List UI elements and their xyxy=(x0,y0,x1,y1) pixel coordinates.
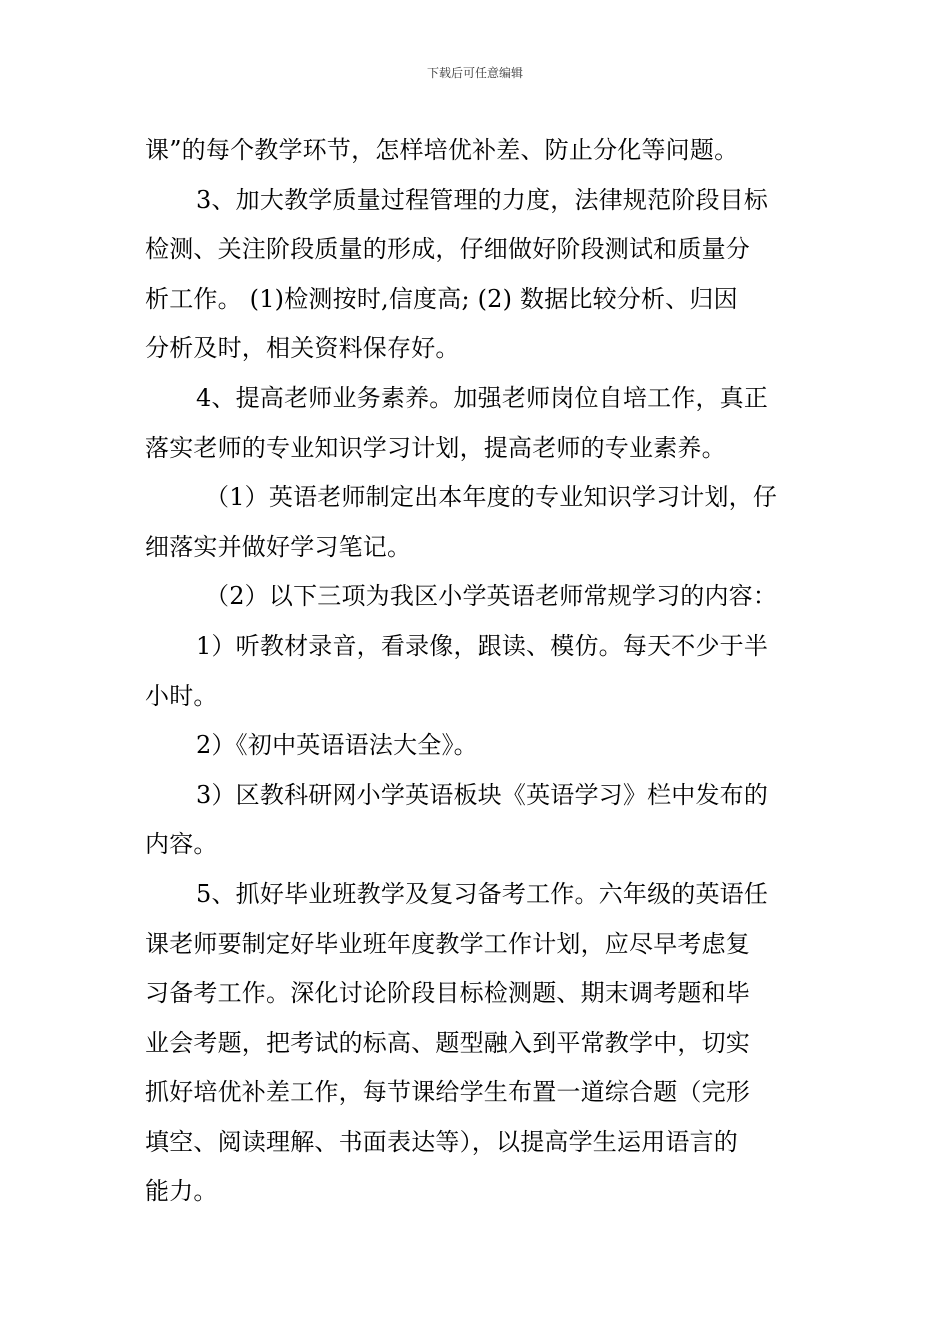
text-line: 抓好培优补差工作，每节课给学生布置一道综合题（完形 xyxy=(145,1078,750,1107)
text-line: 填空、阅读理解、书面表达等），以提高学生运用语言的 xyxy=(145,1127,738,1156)
text-line: 能力。 xyxy=(145,1177,218,1206)
text-line: 5、抓好毕业班教学及复习备考工作。六年级的英语任 xyxy=(196,879,769,908)
text-line: 2）《初中英语语法大全》。 xyxy=(196,731,478,760)
text-line: 检测、关注阶段质量的形成，仔细做好阶段测试和质量分 xyxy=(145,235,750,264)
text-line: （2）以下三项为我区小学英语老师常规学习的内容： xyxy=(205,582,778,611)
text-line: 3、加大教学质量过程管理的力度，法律规范阶段目标 xyxy=(196,185,769,214)
text-line: 分析及时，相关资料保存好。 xyxy=(145,334,460,363)
text-line: 内容。 xyxy=(145,830,218,859)
text-line: 小时。 xyxy=(145,681,218,710)
document-body xyxy=(145,126,810,1217)
text-line: 3）区教科研网小学英语板块《英语学习》栏中发布的 xyxy=(196,780,769,809)
text-line: 业会考题，把考试的标高、题型融入到平常教学中，切实 xyxy=(145,1028,750,1057)
text-line: 细落实并做好学习笔记。 xyxy=(145,532,412,561)
page-header: 下载后可任意编辑 xyxy=(426,66,523,80)
text-line: 析工作。 (1)检测按时,信度高; (2) 数据比较分析、归因 xyxy=(145,284,738,313)
text-line: 落实老师的专业知识学习计划，提高老师的专业素养。 xyxy=(145,433,726,462)
text-line: 课”的每个教学环节，怎样培优补差、防止分化等问题。 xyxy=(145,136,739,164)
text-line: 4、提高老师业务素养。加强老师岗位自培工作，真正 xyxy=(196,383,769,412)
text-line: 课老师要制定好毕业班年度教学工作计划，应尽早考虑复 xyxy=(145,929,750,958)
text-line: 习备考工作。深化讨论阶段目标检测题、期末调考题和毕 xyxy=(145,979,750,1008)
text-line: （1）英语老师制定出本年度的专业知识学习计划，仔 xyxy=(205,483,778,512)
text-line: 1）听教材录音，看录像，跟读、模仿。每天不少于半 xyxy=(196,631,769,660)
